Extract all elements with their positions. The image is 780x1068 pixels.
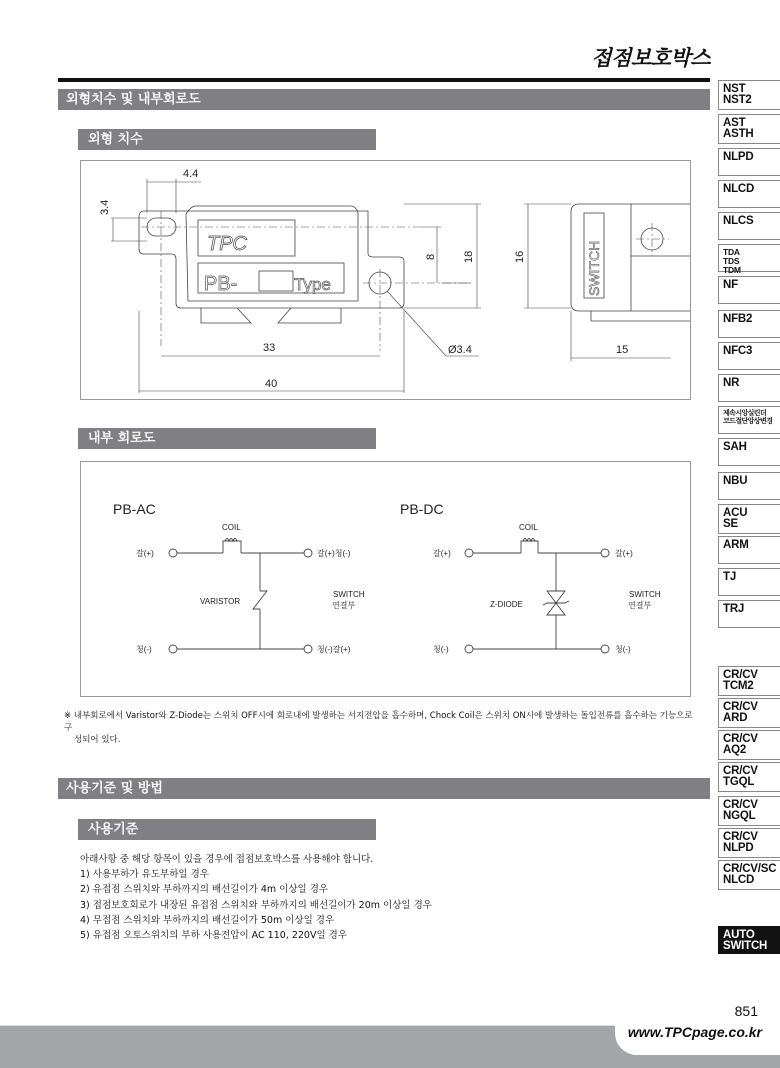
circuit-note-line-1: ※ 내부회로에서 Varistor와 Z-Diode는 스위치 OFF시에 회로내에 발생하는 서지전압을 흡수하며, Chock Coil은 스위치 ON시에 발생하는 돌입전류를 흡수하는 기능으로 구 <box>64 711 693 733</box>
side-tab-tda-tds-tdm[interactable] <box>718 244 780 275</box>
side-tab-nfc3[interactable] <box>718 342 780 370</box>
side-switch-label: SWITCH <box>586 240 602 296</box>
website-link[interactable]: www.TPCpage.co.kr <box>627 1024 762 1040</box>
side-tab-auto-switch[interactable] <box>718 926 780 954</box>
side-tab-label: ARM <box>723 539 749 551</box>
side-tab-cr-cv-ard[interactable] <box>718 698 780 728</box>
side-tab-label: AUTO <box>723 929 755 941</box>
side-tab-label: CR/CV <box>723 733 758 745</box>
side-tab-label: ASTH <box>723 128 754 140</box>
usage-item-1: 1) 사용부하가 유도부하일 경우 <box>80 869 209 881</box>
side-tab-nf[interactable] <box>718 276 780 304</box>
side-tab-nst-nst2[interactable] <box>718 80 780 110</box>
side-tab-label: SAH <box>723 441 747 453</box>
side-tab-cr-cv-aq2[interactable] <box>718 730 780 760</box>
side-tab-sah[interactable] <box>718 438 780 466</box>
side-tab-nbu[interactable] <box>718 472 780 500</box>
circuit-note <box>64 710 700 746</box>
side-tab-label: AST <box>723 117 746 129</box>
side-tab-label: NLCD <box>723 874 755 886</box>
title-rule <box>58 78 710 82</box>
circuit-note-line-2: 성되어 있다. <box>74 735 121 745</box>
subsection-header-internal-circuit: 내부 회로도 <box>78 428 376 449</box>
side-tab-label: NLPD <box>723 151 754 163</box>
side-tab-label: NFC3 <box>723 345 753 357</box>
usage-criteria-list <box>80 852 432 943</box>
ac-left-top-terminal: 갈(+) <box>136 549 154 558</box>
side-tab-label: TDA <box>723 247 740 257</box>
side-tab-cr-cv-tcm2[interactable] <box>718 666 780 696</box>
side-tab-label: TGQL <box>723 776 755 788</box>
dc-circuit-title: PB-DC <box>400 501 444 517</box>
side-tab-label: 코드절단앙상변경 <box>723 418 773 425</box>
dc-coil-label: COIL <box>519 523 538 532</box>
subsection-header-usage-criteria: 사용기준 <box>78 819 376 840</box>
subsection-header-outer-dimensions: 외형 치수 <box>78 129 376 150</box>
dim-8: 8 <box>425 253 437 260</box>
dim-hole-diameter: Ø3.4 <box>448 344 472 356</box>
side-tab-nlcd[interactable] <box>718 180 780 208</box>
side-tab-label: TDM <box>723 265 741 275</box>
section-header-dimensions-circuit: 외형치수 및 내부회로도 <box>58 89 710 110</box>
dc-right-top-terminal: 갈(+) <box>615 549 633 558</box>
side-tab-label: AQ2 <box>723 744 747 756</box>
dc-connection-label: 연결부 <box>628 601 652 610</box>
ac-circuit-title: PB-AC <box>113 501 156 517</box>
side-tab-nlcs[interactable] <box>718 212 780 240</box>
side-tab-label: CR/CV <box>723 669 758 681</box>
side-tab-arm[interactable] <box>718 536 780 564</box>
side-tab-label: CR/CV/SC <box>723 863 777 875</box>
side-tab-label: CR/CV <box>723 701 758 713</box>
ac-coil-label: COIL <box>222 523 241 532</box>
side-tab-label: SWITCH <box>723 940 768 952</box>
side-tab-label: ACU <box>723 507 748 519</box>
usage-item-2: 2) 유접점 스위치와 부하까지의 배선길이가 4m 이상일 경우 <box>80 884 329 896</box>
tpc-logo: TPC <box>207 233 247 255</box>
page-title: 접점보호박스 <box>591 46 710 70</box>
side-tab-label: ARD <box>723 712 748 724</box>
side-tab-cr-cv-ngql[interactable] <box>718 796 780 826</box>
dim-16: 16 <box>514 250 526 263</box>
ac-right-bottom-terminal: 청(-)갈(+) <box>317 645 351 654</box>
side-tab-label: NLPD <box>723 842 754 854</box>
side-tab-label: NLCD <box>723 183 755 195</box>
side-tab-ast-asth[interactable] <box>718 114 780 144</box>
dim-15: 15 <box>616 344 629 356</box>
side-tab-trj[interactable] <box>718 600 780 628</box>
dc-switch-label: SWITCH <box>629 590 661 599</box>
dim-33: 33 <box>263 342 276 354</box>
ac-left-bottom-terminal: 청(-) <box>136 645 152 654</box>
side-tab-acu-se[interactable] <box>718 504 780 534</box>
dc-right-bottom-terminal: 청(-) <box>615 645 631 654</box>
side-tab-label: NR <box>723 377 740 389</box>
side-tab-label: NLCS <box>723 215 754 227</box>
ac-connection-label: 연결부 <box>332 601 356 610</box>
usage-item-4: 4) 무접점 스위치와 부하까지의 배선길이가 50m 이상일 경우 <box>80 914 335 926</box>
side-tab-nr[interactable] <box>718 374 780 402</box>
side-tab-label: TJ <box>723 571 737 583</box>
side-tab-label: CR/CV <box>723 765 758 777</box>
internal-circuit-drawing <box>80 461 691 697</box>
side-tab-cr-cv-sc-nlcd[interactable] <box>718 860 780 890</box>
dim-4-4: 4.4 <box>183 168 199 180</box>
side-tab-nlpd[interactable] <box>718 148 780 176</box>
side-tab-cr-cv-nlpd[interactable] <box>718 828 780 858</box>
side-tab-label: NBU <box>723 475 748 487</box>
side-tab-label: NGQL <box>723 810 756 822</box>
side-tab-label: SE <box>723 518 738 530</box>
side-tab-label: TCM2 <box>723 680 754 692</box>
ac-right-top-terminal: 갈(+)청(-) <box>317 549 351 558</box>
varistor-label: VARISTOR <box>200 597 241 606</box>
dim-18: 18 <box>463 250 475 263</box>
side-tab-제속시앙실린더-코드절단앙상변경[interactable] <box>718 406 780 434</box>
side-tab-label: TDS <box>723 256 740 266</box>
side-tab-label: NST2 <box>723 94 752 106</box>
page-number: 851 <box>734 1003 758 1019</box>
side-tab-nfb2[interactable] <box>718 310 780 338</box>
dc-left-bottom-terminal: 청(-) <box>433 645 449 654</box>
circuit-diagram-svg <box>81 462 690 696</box>
dim-40: 40 <box>265 378 278 390</box>
dim-3-4: 3.4 <box>99 199 111 215</box>
side-tab-label: NF <box>723 279 738 291</box>
section-header-usage: 사용기준 및 방법 <box>58 778 710 799</box>
dimension-drawing-svg <box>81 161 690 399</box>
model-suffix: Type <box>294 275 331 294</box>
side-tab-label: TRJ <box>723 603 745 615</box>
side-tab-label: CR/CV <box>723 831 758 843</box>
usage-item-3: 3) 접점보호회로가 내장된 유접점 스위치와 부하까지의 배선길이가 20m 이상일 경우 <box>80 899 432 911</box>
model-prefix: PB- <box>204 273 238 295</box>
side-tab-label: 제속시앙실린더 <box>723 410 767 417</box>
side-tab-cr-cv-tgql[interactable] <box>718 762 780 792</box>
ac-switch-label: SWITCH <box>333 590 365 599</box>
side-tab-label: NST <box>723 83 746 95</box>
outer-dimensions-drawing <box>80 160 691 400</box>
usage-intro: 아래사항 중 해당 항목이 있을 경우에 접점보호박스를 사용해야 합니다. <box>80 854 374 865</box>
side-tab-label: CR/CV <box>723 799 758 811</box>
usage-item-5: 5) 유접점 오토스위치의 부하 사용전압이 AC 110, 220V일 경우 <box>80 930 348 942</box>
side-tab-label: NFB2 <box>723 313 753 325</box>
dc-left-top-terminal: 갈(+) <box>433 549 451 558</box>
z-diode-label: Z-DIODE <box>490 600 523 609</box>
side-tab-tj[interactable] <box>718 568 780 596</box>
